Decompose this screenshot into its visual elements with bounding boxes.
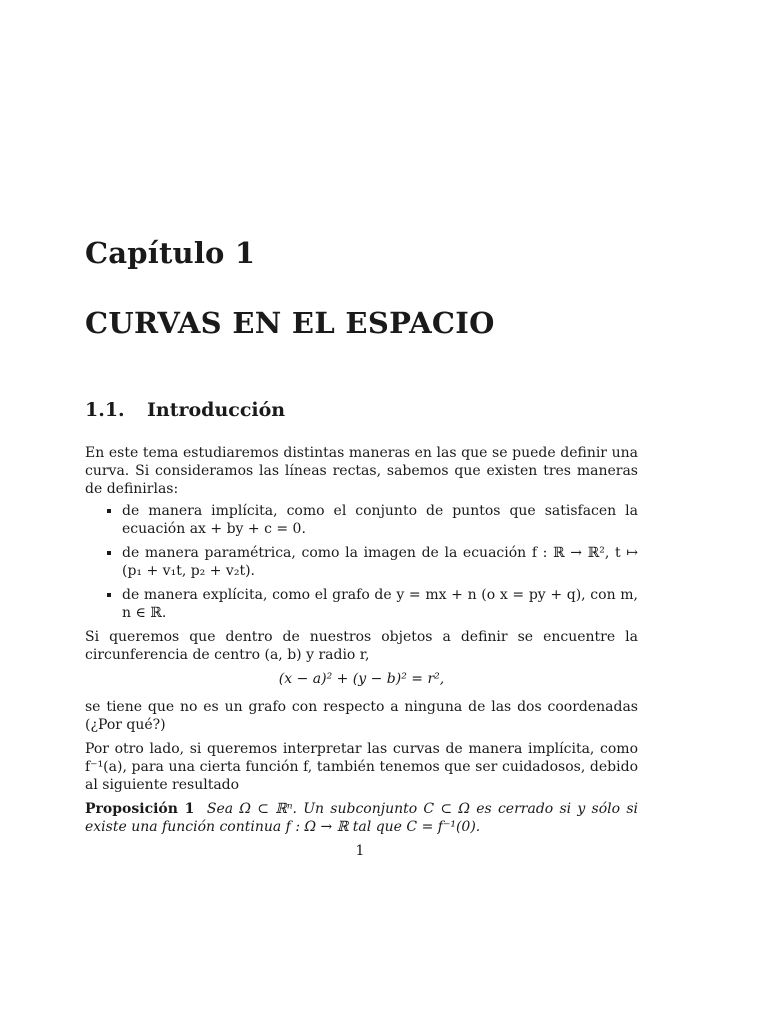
- proposition: [85, 800, 638, 836]
- body-text: [85, 444, 638, 842]
- circle-paragraph: Si queremos que dentro de nuestros objetos a definir se encuentre la circunferencia de centro (a, b) y radio r,: [85, 629, 638, 663]
- section-number: 1.1.: [85, 399, 125, 421]
- page-number: 1: [355, 843, 365, 859]
- chapter-label: Capítulo 1: [85, 236, 256, 270]
- list-item-text: de manera implícita, como el conjunto de puntos que satisfacen la ecuación ax + by + c = 0.: [122, 503, 638, 537]
- section-title: Introducción: [147, 399, 286, 421]
- list-item-text: de manera explícita, como el grafo de y = mx + n (o x = py + q), con m, n ∈ ℝ.: [122, 587, 638, 621]
- bullet-square-icon: [107, 593, 111, 597]
- chapter-title: CURVAS EN EL ESPACIO: [85, 306, 495, 340]
- implicit-paragraph: Por otro lado, si queremos interpretar las curvas de manera implícita, como f⁻¹(a), para una cierta función f, también tenemos que ser cuidadosos, debido al siguiente resultado: [85, 741, 638, 793]
- bullet-square-icon: [107, 551, 111, 555]
- list-item: [85, 502, 638, 538]
- intro-paragraph: En este tema estudiaremos distintas maneras en las que se puede definir una curva. Si consideramos las líneas rectas, sabemos que existen tres maneras de definirlas:: [85, 445, 638, 497]
- circle-equation: (x − a)² + (y − b)² = r²,: [278, 671, 445, 687]
- list-item: [85, 586, 638, 622]
- line-definition-list: [85, 502, 638, 622]
- proposition-title: Proposición 1: [85, 801, 195, 817]
- not-graph-paragraph: se tiene que no es un grafo con respecto a ninguna de las dos coordenadas (¿Por qué?): [85, 699, 638, 733]
- list-item: [85, 544, 638, 580]
- section-heading: [85, 399, 285, 421]
- proposition-body: Sea Ω ⊂ ℝⁿ. Un subconjunto C ⊂ Ω es cerrado si y sólo si existe una función continua f : Ω → ℝ tal que C = f⁻¹(0).: [85, 801, 638, 835]
- bullet-square-icon: [107, 509, 111, 513]
- list-item-text: de manera paramétrica, como la imagen de la ecuación f : ℝ → ℝ², t ↦ (p₁ + v₁t, p₂ + v₂t).: [122, 545, 638, 579]
